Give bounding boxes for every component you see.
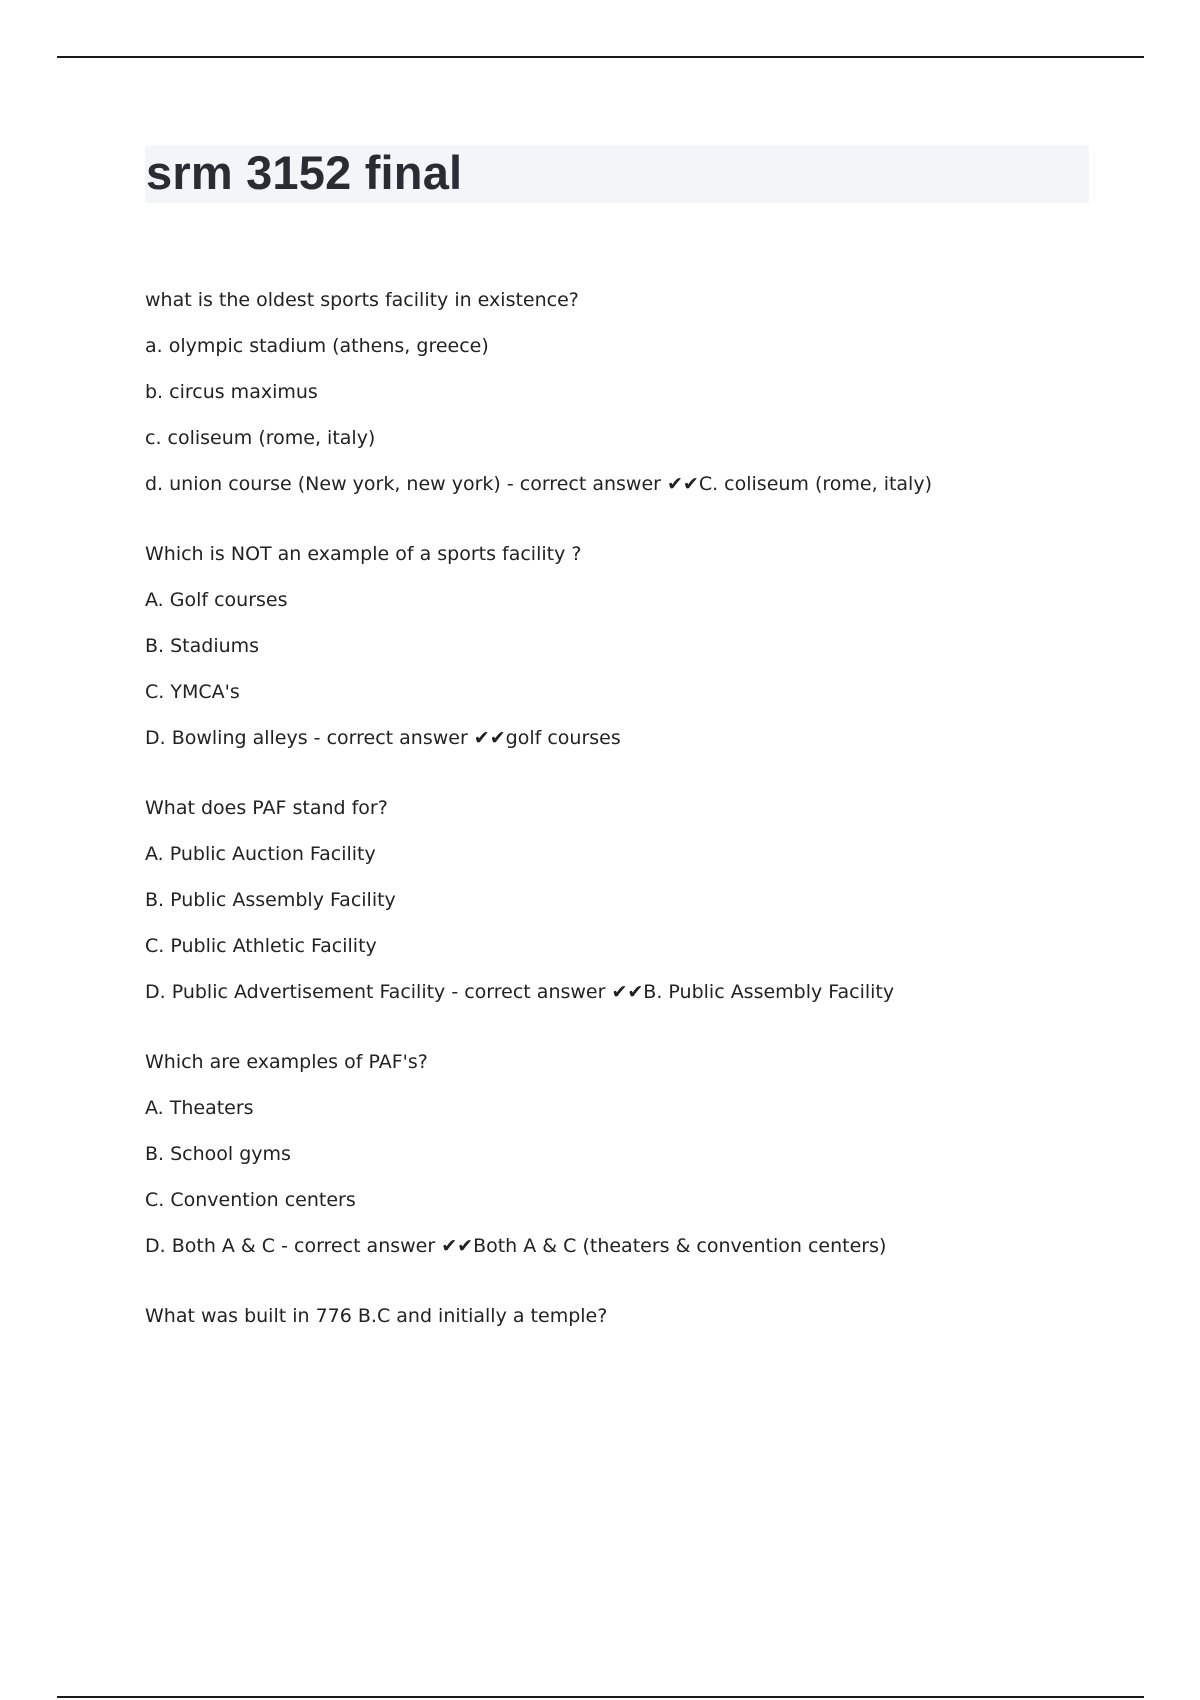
option-d-with-answer: d. union course (New york, new york) - correct answer ✔✔C. coliseum (rome, italy) [145,473,932,495]
question-list [145,288,1145,1374]
question-block-1 [145,288,1145,496]
bottom-rule [57,1696,1144,1698]
option-d-with-answer: D. Public Advertisement Facility - correct answer ✔✔B. Public Assembly Facility [145,981,895,1003]
option-c: c. coliseum (rome, italy) [145,427,376,449]
option-c: C. YMCA's [145,681,240,703]
question-text: What does PAF stand for? [145,797,388,819]
option-c: C. Public Athletic Facility [145,935,377,957]
question-block-4 [145,1050,1145,1258]
option-d-with-answer: D. Both A & C - correct answer ✔✔Both A & C (theaters & convention centers) [145,1235,887,1257]
question-text: What was built in 776 B.C and initially a temple? [145,1305,608,1327]
document-title: srm 3152 final [146,146,463,199]
option-b: B. Public Assembly Facility [145,889,396,911]
option-b: b. circus maximus [145,381,318,403]
option-a: A. Theaters [145,1097,254,1119]
question-block-3 [145,796,1145,1004]
option-a: A. Public Auction Facility [145,843,376,865]
option-a: A. Golf courses [145,589,288,611]
question-block-5 [145,1304,1145,1328]
option-b: B. School gyms [145,1143,291,1165]
question-text: what is the oldest sports facility in existence? [145,289,579,311]
option-d-with-answer: D. Bowling alleys - correct answer ✔✔golf courses [145,727,621,749]
option-c: C. Convention centers [145,1189,356,1211]
question-text: Which are examples of PAF's? [145,1051,428,1073]
question-text: Which is NOT an example of a sports facility ? [145,543,582,565]
top-rule [57,56,1144,58]
option-a: a. olympic stadium (athens, greece) [145,335,489,357]
question-block-2 [145,542,1145,750]
option-b: B. Stadiums [145,635,260,657]
